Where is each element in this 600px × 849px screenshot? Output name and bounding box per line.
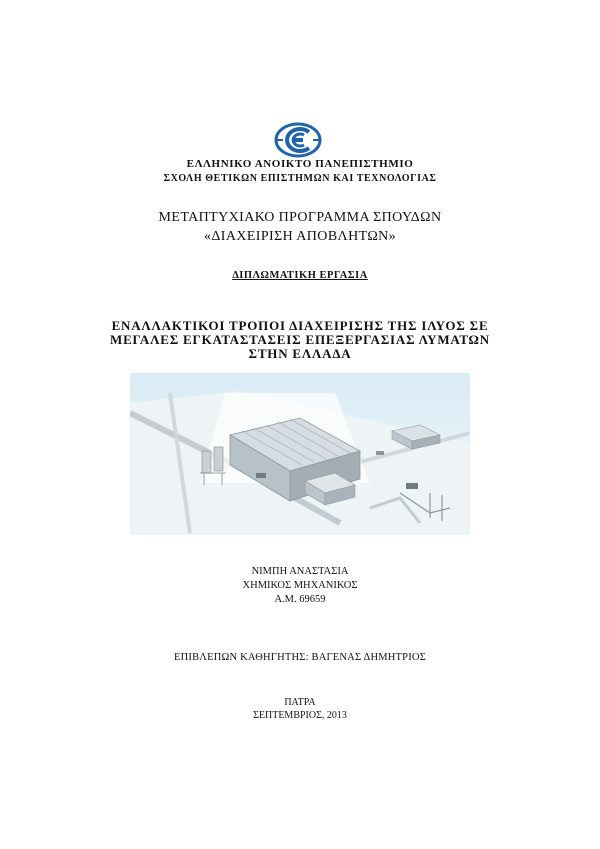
university-name: ΕΛΛΗΝΙΚΟ ΑΝΟΙΚΤΟ ΠΑΝΕΠΙΣΤΗΜΙΟ [186, 158, 414, 170]
school-name: ΣΧΟΛΗ ΘΕΤΙΚΩΝ ΕΠΙΣΤΗΜΩΝ ΚΑΙ ΤΕΧΝΟΛΟΓΙΑΣ [163, 173, 437, 184]
supervisor: ΕΠΙΒΛΕΠΩΝ ΚΑΘΗΓΗΤΗΣ: ΒΑΓΕΝΑΣ ΔΗΜΗΤΡΙΟΣ [173, 652, 426, 663]
thesis-title-line-2: ΜΕΓΑΛΕΣ ΕΓΚΑΤΑΣΤΑΣΕΙΣ ΕΠΕΞΕΡΓΑΣΙΑΣ ΛΥΜΑΤΩΝ [110, 332, 490, 347]
treatment-plant-illustration [130, 373, 470, 535]
author-name: ΝΙΜΠΗ ΑΝΑΣΤΑΣΙΑ [251, 566, 349, 577]
program-name: «ΔΙΑΧΕΙΡΙΣΗ ΑΠΟΒΛΗΤΩΝ» [203, 229, 397, 244]
thesis-title-line-3: ΣΤΗΝ ΕΛΛΑΔΑ [248, 346, 352, 361]
thesis-title-line-1: ΕΝΑΛΛΑΚΤΙΚΟΙ ΤΡΟΠΟΙ ΔΙΑΧΕΙΡΙΣΗΣ ΤΗΣ ΙΛΥΟΣ ΣΕ [111, 318, 489, 333]
university-logo-icon [273, 122, 323, 158]
author-registration: Α.Μ. 69659 [274, 594, 326, 605]
document-type: ΔΙΠΛΩΜΑΤΙΚΗ ΕΡΓΑΣΙΑ [232, 270, 368, 281]
date: ΣΕΠΤΕΜΒΡΙΟΣ, 2013 [253, 710, 347, 721]
program-title: ΜΕΤΑΠΤΥΧΙΑΚΟ ΠΡΟΓΡΑΜΜΑ ΣΠΟΥΔΩΝ [158, 210, 442, 225]
city: ΠΑΤΡΑ [284, 697, 316, 708]
author-profession: ΧΗΜΙΚΟΣ ΜΗΧΑΝΙΚΟΣ [242, 580, 358, 591]
